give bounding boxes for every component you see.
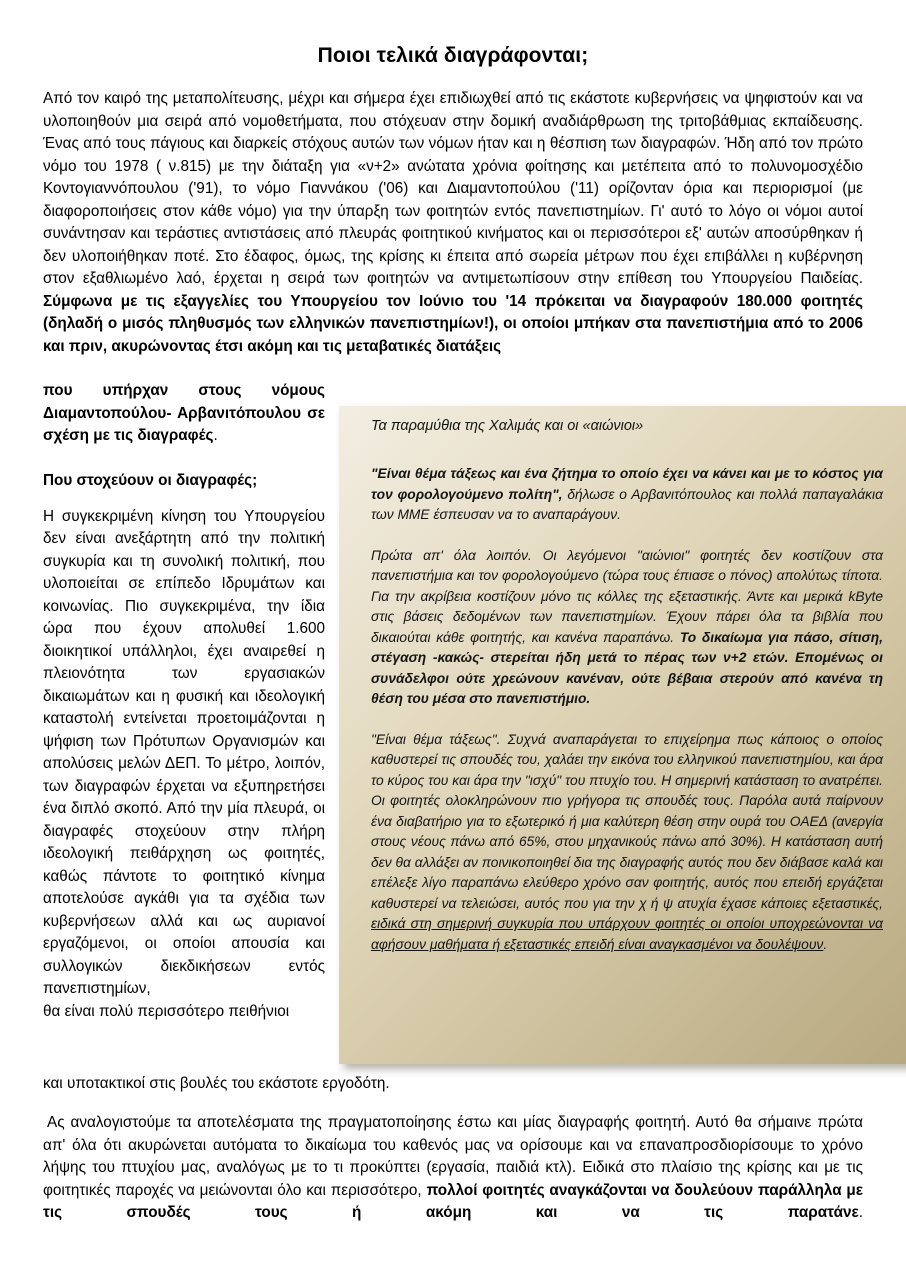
intro-continuation-bold: που υπήρχαν στους νόμους Διαμαντοπούλου- Αρβανιτόπουλου σε σχέση με τις διαγραφές	[43, 382, 325, 444]
sidebar-p3-end: .	[823, 936, 828, 952]
sidebar-quote: "Είναι θέμα τάξεως και ένα ζήτημα το οποίο έχει να κάνει και με το κόστος για τον φορολογούμενο πολίτη",	[371, 466, 883, 502]
section-body-last-line: θα είναι πολύ περισσότερο πειθήνιοι	[43, 1002, 290, 1020]
page-title: Ποιοι τελικά διαγράφονται;	[317, 44, 589, 67]
outro-end: .	[858, 1204, 863, 1221]
outro-paragraph	[43, 1112, 863, 1225]
sidebar-p3-underlined: ειδικά στη σημερινή συγκυρία που υπάρχουν φοιτητές οι οποίοι υποχρεώνονται να αφήσουν μαθήματα ή εξεταστικές επειδή είναι αναγκασμένοι να δουλέψουν	[371, 916, 883, 952]
sidebar-p2-text: Πρώτα απ' όλα λοιπόν. Οι λεγόμενοι "αιώνιοι" φοιτητές δεν κοστίζουν στα πανεπιστήμια και τον φορολογούμενο (τώρα τους έπιασε ο πόνος) απολύτως τίποτα. Για την ακρίβεια κοστίζουν μόνο τις κόλλες της εξεταστικής. Άντε και μερικά kByte στις βάσεις δεδομένων των πανεπιστημίων. Έχουν πάρει όλα τα βιβλία που δικαιούται κάθε φοιτητής, και κανένα παραπάνω.	[371, 547, 883, 645]
sidebar-box	[339, 406, 906, 1064]
outro-bold-text: πολλοί φοιτητές αναγκάζονται να δουλεύουν παράλληλα με τις σπουδές τους ή ακόμη και να τις παρατάνε	[43, 1181, 863, 1221]
sidebar-title: Τα παραμύθια της Χαλιμάς και οι «αιώνιοι»	[371, 418, 644, 434]
sidebar-p3-text: "Είναι θέμα τάξεως". Συχνά αναπαράγεται το επιχείρημα πως κάποιος ο οποίος καθυστερεί τις σπουδές του, χαλάει την εικόνα του ελληνικού πανεπιστημίου, και άρα το κύρος του και άρα την "ισχύ" του πτυχίο του. Η σημερινή κατάσταση το ανατρέπει. Οι φοιτητές ολοκληρώνουν πιο γρήγορα τις σπουδές τους. Παρόλα αυτά παίρνουν ένα διαβατήριο για το εξωτερικό ή μια καλύτερη θέση στην ουρά του ΟΑΕΔ (ανεργία στους νέους πάνω από 65%, στου μηχανικούς πάνω από 30%). Η κατάσταση αυτή δεν θα αλλάξει αν ποινικοποιηθεί δια της διαγραφής αυτός που δεν διάβασε καλά και επέλεξε λίγο παραπάνω ελεύθερο χρόνο σαν φοιτητής, αυτός που επειδή εργάζεται καθυστερεί να τελειώσει, αυτός που για την χ ή ψ ατυχία έχασε κάποιες εξεταστικές,	[371, 731, 883, 911]
left-column	[43, 380, 325, 1023]
section-body-overflow: και υποτακτικοί στις βουλές του εκάστοτε εργοδότη.	[43, 1075, 390, 1092]
intro-bold-text: Σύμφωνα με τις εξαγγελίες του Υπουργείου τον Ιούνιο του '14 πρόκειται να διαγραφούν 180.000 φοιτητές (δηλαδή ο μισός πληθυσμός των ελληνικών πανεπιστημίων!), οι οποίοι μπήκαν στα πανεπιστήμια από το 2006 και πριν, ακυρώνοντας έτσι ακόμη και τις μεταβατικές διατάξεις	[43, 292, 863, 355]
intro-continuation	[43, 380, 325, 448]
section-body: Η συγκεκριμένη κίνηση του Υπουργείου δεν είναι ανεξάρτητη από την πολιτική συγκυρία και τη συνολική πολιτική, που υλοποιείται σε επίπεδο Ιδρυμάτων και κοινωνίας. Πιο συγκεκριμένα, την ίδια ώρα που έχουν απολυθεί 1.600 διοικητικοί υπάλληλοι, έχει αναιρεθεί η πλειονότητα των εργασιακών δικαιωμάτων και η φυσική και ιδεολογική καταστολή εντείνεται προετοιμάζονται η ψήφιση των Πρότυπων Οργανισμών και απολύσεις μελών ΔΕΠ. Το μέτρο, λοιπόν, των διαγραφών έρχεται να εξυπηρετήσει ένα διπλό σκοπό. Από την μία πλευρά, οι διαγραφές στοχεύουν στην πλήρη ιδεολογική πειθάρχηση ως φοιτητές, καθώς πάντοτε το φοιτητικό κίνημα αποτελούσε αγκάθι για τα σχέδια των κυβερνήσεων αλλά και ως αυριανοί εργαζόμενοι, οι οποίοι απουσία και συλλογικών διεκδικήσεων εντός πανεπιστημίων,	[43, 507, 325, 997]
sidebar-paragraph-1	[371, 464, 883, 526]
outro-text: Ας αναλογιστούμε τα αποτελέσματα της πραγματοποίησης έστω και μίας διαγραφής φοιτητή. Αυτό θα σήμαινε πρώτα απ' όλα ότι ακυρώνεται αυτόματα το δικαίωμα του καθενός μας να ορίσουμε και να επαναπροσδιορίσουμε το χρόνο λήψης του πτυχίου μας, αναλόγως με το τι προκύπτει (εργασία, παιδιά κτλ). Ειδικά στο πλαίσιο της κρίσης και με τις φοιτητικές παροχές να μειώνονται όλο και περισσότερο,	[43, 1114, 863, 1199]
intro-continuation-end: .	[213, 427, 218, 444]
sidebar-paragraph-3	[371, 730, 883, 956]
sidebar-paragraph-2	[371, 546, 883, 710]
sidebar-p2-bold: Το δικαίωμα για πάσο, σίτιση, στέγαση -κακώς- στερείται ήδη μετά το πέρας των ν+2 ετών. Επομένως οι συνάδελφοι ούτε χρεώνουν κανέναν, ούτε βέβαια στερούν από κανένα τη θέση του μέσα στο πανεπιστήμιο.	[371, 629, 883, 706]
sidebar-body	[371, 464, 883, 975]
intro-paragraph	[43, 88, 863, 358]
section-heading: Που στοχεύουν οι διαγραφές;	[43, 471, 258, 489]
intro-text: Από τον καιρό της μεταπολίτευσης, μέχρι και σήμερα έχει επιδιωχθεί από τις εκάστοτε κυβερνήσεις να ψηφιστούν και να υλοποιηθούν μια σειρά από νομοθετήματα, που στόχευαν στην δομική αναδιάρθρωση της τριτοβάθμιας εκπαίδευσης. Ένας από τους πάγιους και διαρκείς στόχους αυτών των νόμων ήταν και η θέσπιση των διαγραφών. Ήδη από τον πρώτο νόμο του 1978 ( ν.815) με την διάταξη για «ν+2» ανώτατα χρόνια φοίτησης και μετέπειτα από το πολυνομοσχέδιο Κοντογιαννόπουλου ('91), το νόμο Γιαννάκου ('06) και Διαμαντοπούλου ('11) ορίζονταν όρια και περιορισμοί (με διαφοροποιήσεις στον κάθε νόμο) για την ύπαρξη των φοιτητών εντός πανεπιστημίων. Γι' αυτό το λόγο οι νόμοι αυτοί συνάντησαν και τεράστιες αντιστάσεις από πλευράς φοιτητικού κινήματος και οι περισσότεροι εξ' αυτών αποσύρθηκαν ή δεν υλοποιήθηκαν ποτέ. Στο έδαφος, όμως, της κρίσης κι έπειτα από σωρεία μέτρων που έχει επιβάλλει η κυβέρνηση στον εξαθλιωμένο λαό, έρχεται η σειρά των φοιτητών να αντιμετωπίσουν στην επίθεση του Υπουργείου Παιδείας.	[43, 90, 863, 287]
sidebar-p1-text: δήλωσε ο Αρβανιτόπουλος και πολλά παπαγαλάκια των ΜΜΕ έσπευσαν να το αναπαράγουν.	[371, 486, 883, 522]
document-page	[43, 0, 883, 1280]
